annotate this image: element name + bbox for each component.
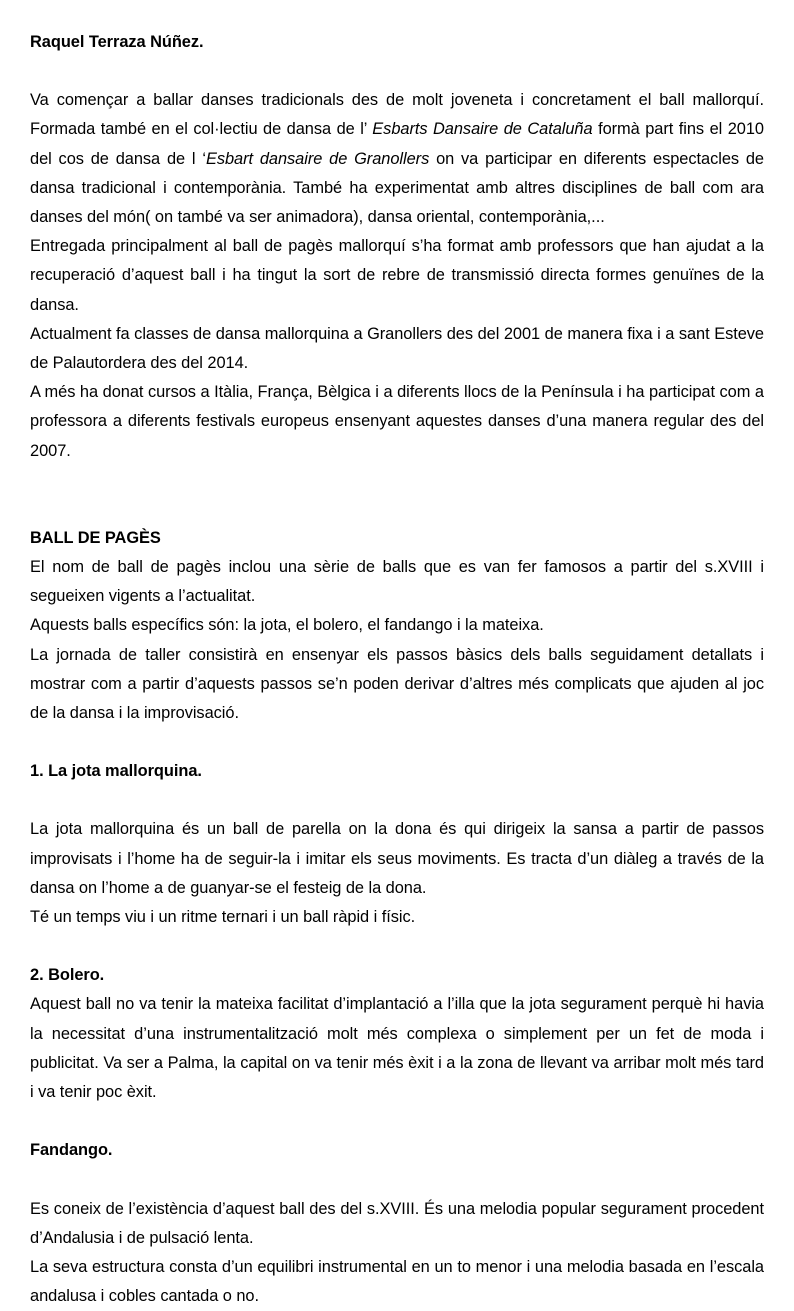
bio-p1-run-2: formà part fins el 2010 del cos de dansa de l ‘ (30, 120, 764, 168)
fandango-paragraph-1: Es coneix de l’existència d’aquest ball des del s.XVIII. És una melodia popular segurament procedent d’Andalusia i de pulsació lenta. (30, 1199, 764, 1247)
bolero-paragraph-1: Aquest ball no va tenir la mateixa facilitat d’implantació a l’illa que la jota segurament perquè hi havia la necessitat d’una instrumentalització molt més complexa o simplement per un fet de moda i publicitat. Va ser a Palma, la capital on va tenir més èxit i a la zona de llevant va arribar molt més tard i va tenir poc èxit. (30, 995, 764, 1102)
bio-p1-italic-esbarts-cataluna: Esbarts Dansaire de Cataluña (372, 120, 593, 139)
ball-de-pages-paragraph-1: El nom de ball de pagès inclou una sèrie de balls que es van fer famosos a partir del s.XVIII i segueixen vigents a l’actualitat. (30, 558, 764, 606)
bio-paragraph-3: Actualment fa classes de dansa mallorquina a Granollers des del 2001 de manera fixa i a sant Esteve de Palautordera des del 2014. (30, 324, 764, 373)
spacer (30, 57, 764, 86)
section-heading-jota: 1. La jota mallorquina. (30, 762, 202, 781)
section-heading-bolero: 2. Bolero. (30, 966, 105, 985)
author-name-heading: Raquel Terraza Núñez. (30, 33, 204, 51)
bio-p1-italic-esbart-granollers: Esbart dansaire de Granollers (205, 149, 430, 168)
spacer (30, 728, 764, 757)
jota-paragraph-2: Té un temps viu i un ritme ternari i un ball ràpid i físic. (30, 908, 416, 927)
spacer (30, 1166, 764, 1195)
section-heading-ball-de-pages: BALL DE PAGÈS (30, 528, 161, 547)
spacer (30, 932, 764, 961)
bio-paragraph-4: A més ha donat cursos a Itàlia, França, Bèlgica i a diferents llocs de la Península i ha participat com a professora a diferents festivals europeus ensenyant aquestes danses d’una manera regular des del 2007. (30, 383, 764, 460)
ball-de-pages-paragraph-3: La jornada de taller consistirà en ensenyar els passos bàsics dels balls seguidament detallats i mostrar com a partir d’aquests passos se’n poden derivar d’altres més complicats que ajuden al joc de la dansa i la improvisació. (30, 645, 764, 723)
jota-paragraph-1: La jota mallorquina és un ball de parella on la dona és qui dirigeix la sansa a partir de passos improvisats i l’home ha de seguir-la i imitar els seus moviments. Es tracta d’un diàleg a través de la dansa on l’home a de guanyar-se el festeig de la dona. (30, 820, 764, 897)
bio-p1-run-3: on va participar en diferents espectacles de dansa tradicional i contemporània. També ha experimentat amb altres disciplines de ball com ara danses del món( on també va ser animadora), dansa oriental, contemporània,... (30, 149, 765, 227)
spacer (30, 1107, 764, 1136)
section-heading-fandango: Fandango. (30, 1141, 113, 1160)
bio-p1-run-1: Va començar a ballar danses tradicionals des de molt joveneta i concretament el ball mallorquí. Formada també en el col·lectiu de dansa de l’ (30, 91, 764, 139)
document-body (30, 28, 764, 1311)
spacer (30, 786, 764, 815)
bio-paragraph-2: Entregada principalment al ball de pagès mallorquí s’ha format amb professors que han ajudat a la recuperació d’aquest ball i ha tingut la sort de rebre de transmissió directa formes genuïnes de la dansa. (30, 237, 764, 314)
fandango-paragraph-2: La seva estructura consta d’un equilibri instrumental en un to menor i una melodia basada en l’escala andalusa i cobles cantada o no. (30, 1257, 764, 1306)
ball-de-pages-paragraph-2: Aquests balls específics són: la jota, el bolero, el fandango i la mateixa. (30, 616, 544, 635)
bio-paragraph-1 (30, 86, 764, 232)
spacer (30, 466, 764, 524)
